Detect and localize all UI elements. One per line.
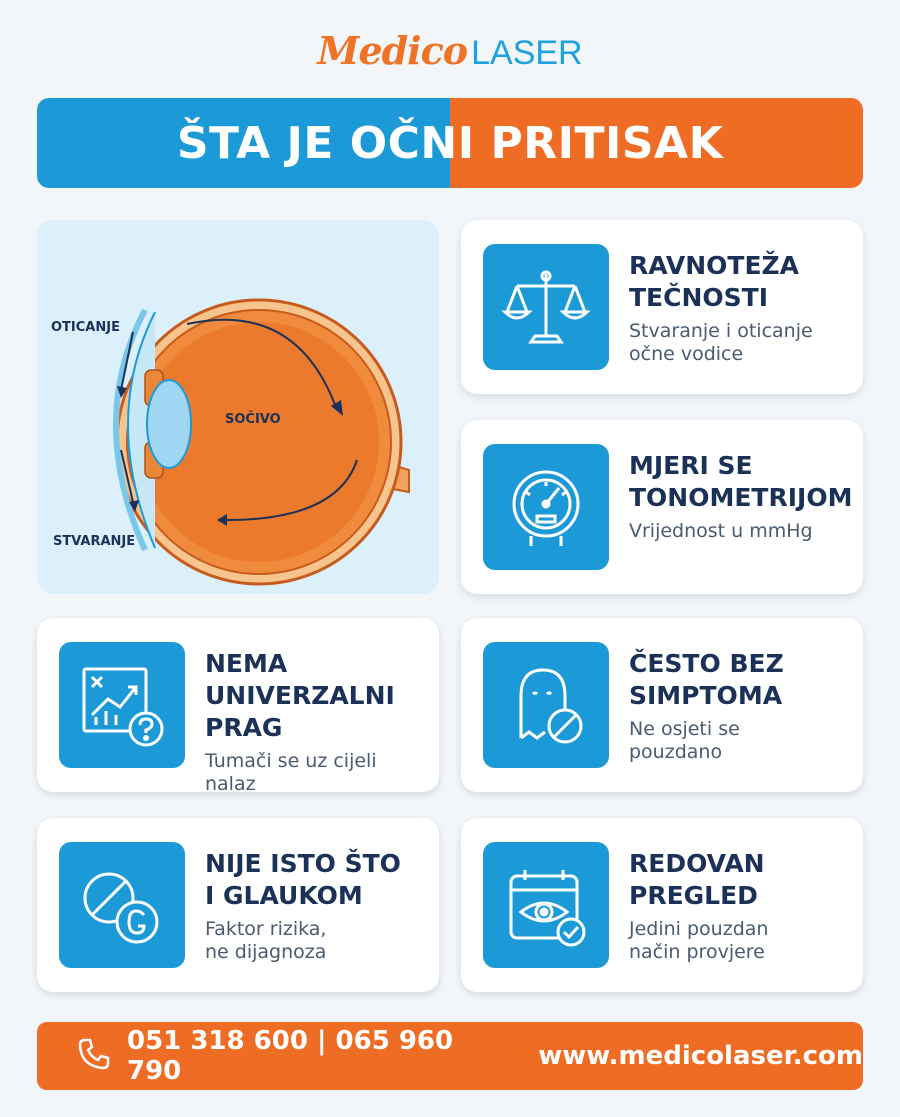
production-label: STVARANJE <box>53 534 136 549</box>
card-fluid-balance <box>461 220 863 394</box>
card-title: ČESTO BEZ SIMPTOMA <box>629 649 784 710</box>
scale-icon <box>483 244 609 370</box>
pill-g-icon <box>59 842 185 968</box>
card-title: NEMA UNIVERZALNI PRAG <box>205 649 395 742</box>
card-desc: Vrijednost u mmHg <box>629 520 813 542</box>
card-no-symptoms <box>461 618 863 792</box>
card-desc: Stvaranje i oticanje očne vodice <box>629 320 813 365</box>
title-banner <box>37 98 863 188</box>
card-title: MJERI SE TONOMETRIJOM <box>629 451 853 512</box>
card-desc: Jedini pouzdan način provjere <box>629 918 769 963</box>
outflow-label: OTICANJE <box>51 320 120 335</box>
card-desc: Tumači se uz cijeli nalaz <box>205 750 377 795</box>
brand-logo <box>0 28 900 78</box>
lens-label: SOČIVO <box>225 412 281 427</box>
ghost-no-icon <box>483 642 609 768</box>
card-title: REDOVAN PREGLED <box>629 849 765 910</box>
phone-icon <box>77 1037 111 1075</box>
card-title: NIJE ISTO ŠTO I GLAUKOM <box>205 849 401 910</box>
chart-question-icon <box>59 642 185 768</box>
website-link[interactable]: www.medicolaser.com <box>538 1041 863 1071</box>
card-desc: Faktor rizika, ne dijagnoza <box>205 918 327 963</box>
card-regular-checkup <box>461 818 863 992</box>
card-not-glaucoma <box>37 818 439 992</box>
card-tonometry <box>461 420 863 594</box>
phone-numbers[interactable]: 051 318 600 | 065 960 790 <box>127 1026 454 1086</box>
contact-footer <box>37 1022 863 1090</box>
eye-diagram-panel <box>37 220 439 594</box>
card-desc: Ne osjeti se pouzdano <box>629 718 740 763</box>
card-title: RAVNOTEŽA TEČNOSTI <box>629 251 800 312</box>
page-title: ŠTA JE OČNI PRITISAK <box>176 117 724 169</box>
brand-logo-caps: LASER <box>471 34 583 72</box>
gauge-icon <box>483 444 609 570</box>
brand-logo-script: Medico <box>317 28 468 73</box>
calendar-eye-icon <box>483 842 609 968</box>
card-no-universal-threshold <box>37 618 439 795</box>
